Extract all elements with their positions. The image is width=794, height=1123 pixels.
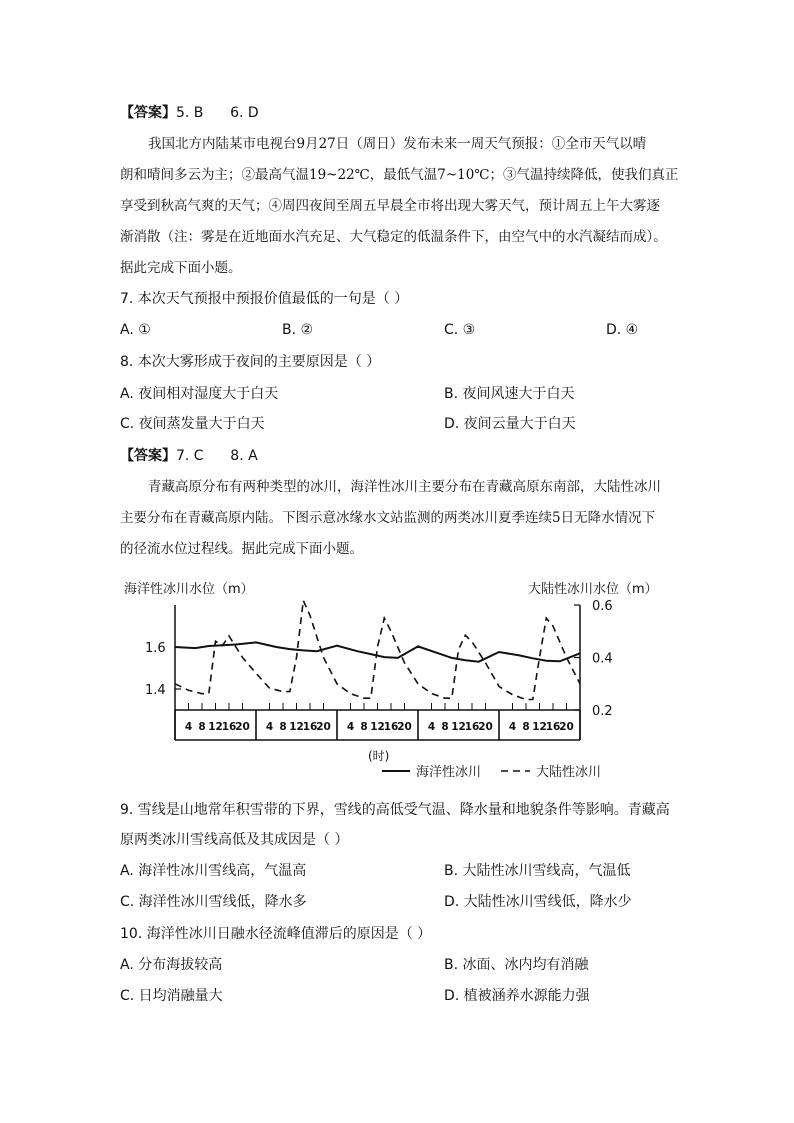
q10-option-c[interactable]: C. 日均消融量大 (120, 988, 223, 1004)
passage-line: 朗和晴间多云为主；②最高气温19~22℃，最低气温7~10℃；③气温持续降低，使我们真正 (120, 167, 679, 183)
question-8-stem: 8. 本次大雾形成于夜间的主要原因是（ ） (120, 354, 381, 370)
x-tick-label: 16 (383, 721, 399, 733)
right-axis-label: 大陆性冰川水位（m） (528, 582, 658, 597)
right-tick-label: 0.4 (592, 651, 613, 667)
legend-label-continental: 大陆性冰川 (536, 765, 602, 780)
q9-option-a[interactable]: A. 海洋性冰川雪线高，气温高 (120, 863, 307, 879)
x-tick-label: 4 (265, 721, 274, 733)
chart-frame (175, 605, 580, 740)
question-10-stem: 10. 海洋性冰川日融水径流峰值滞后的原因是（ ） (120, 926, 432, 942)
passage-line: 青藏高原分布有两种类型的冰川，海洋性冰川主要分布在青藏高原东南部，大陆性冰川 (148, 479, 661, 495)
q10-option-b[interactable]: B. 冰面、冰内均有消融 (444, 957, 589, 973)
answer-line-1 (120, 103, 259, 123)
q8-option-b[interactable]: B. 夜间风速大于白天 (444, 386, 575, 402)
x-tick-label: 12 (532, 721, 547, 733)
answer-tag: 【答案】 (120, 105, 176, 121)
legend (382, 764, 601, 780)
x-tick-label: 12 (289, 721, 304, 733)
x-tick-label: 20 (478, 721, 493, 733)
q8-option-d[interactable]: D. 夜间云量大于白天 (444, 416, 576, 432)
q7-option-d[interactable]: D. ④ (606, 322, 639, 338)
q10-option-d[interactable]: D. 植被涵养水源能力强 (444, 988, 590, 1004)
x-tick-label: 20 (397, 721, 412, 733)
glacier-runoff-chart (120, 572, 658, 787)
answer-line-2 (120, 446, 258, 466)
x-tick-label: 4 (427, 721, 436, 733)
passage-line: 享受到秋高气爽的天气；④周四夜间至周五早晨全市将出现大雾天气，预计周五上午大雾逐 (120, 198, 660, 214)
x-tick-label: 8 (279, 721, 287, 733)
x-tick-label: 12 (451, 721, 466, 733)
left-tick-label: 1.6 (145, 641, 166, 656)
q9-option-d[interactable]: D. 大陆性冰川雪线低，降水少 (444, 894, 632, 910)
x-tick-label: 20 (235, 721, 250, 733)
question-7-stem: 7. 本次天气预报中预报价值最低的一句是（ ） (120, 291, 409, 307)
x-tick-label: 20 (559, 721, 574, 733)
q10-option-a[interactable]: A. 分布海拔较高 (120, 957, 223, 973)
chart-ticks (145, 599, 613, 740)
right-tick-label: 0.6 (592, 599, 613, 614)
answer-text: 5. B 6. D (176, 105, 259, 121)
x-tick-label: 20 (316, 721, 331, 733)
passage-line: 的径流水位过程线。据此完成下面小题。 (120, 541, 363, 557)
passage-line: 据此完成下面小题。 (120, 260, 242, 276)
passage-line: 主要分布在青藏高原内陆。下图示意冰缘水文站监测的两类冰川夏季连续5日无降水情况下 (120, 510, 656, 526)
q7-option-c[interactable]: C. ③ (444, 322, 476, 338)
x-tick-label: 4 (346, 721, 355, 733)
q9-option-c[interactable]: C. 海洋性冰川雪线低，降水多 (120, 894, 307, 910)
x-axis-label: (时) (368, 749, 390, 763)
x-tick-label: 8 (522, 721, 530, 733)
x-tick-label: 8 (198, 721, 206, 733)
question-9-stem-line-2: 原两类冰川雪线高低及其成因是（ ） (120, 832, 349, 848)
answer-text: 7. C 8. A (176, 448, 258, 464)
passage-line: 渐消散（注：雾是在近地面水汽充足、大气稳定的低温条件下，由空气中的水汽凝结而成）。 (120, 229, 667, 245)
passage-line: 我国北方内陆某市电视台9月27日（周日）发布未来一周天气预报：①全市天气以晴 (148, 136, 647, 152)
q8-option-a[interactable]: A. 夜间相对湿度大于白天 (120, 386, 279, 402)
x-tick-label: 8 (441, 721, 449, 733)
left-tick-label: 1.4 (145, 683, 166, 698)
series-line-continental-glacier (175, 601, 580, 700)
question-9-stem-line-1: 9. 雪线是山地常年积雪带的下界，雪线的高低受气温、降水量和地貌条件等影响。青藏高 (120, 802, 670, 818)
q8-option-c[interactable]: C. 夜间蒸发量大于白天 (120, 416, 265, 432)
x-tick-label: 16 (545, 721, 561, 733)
x-tick-label: 16 (221, 721, 237, 733)
x-tick-label: 4 (184, 721, 193, 733)
x-tick-labels (185, 721, 574, 733)
x-tick-label: 16 (464, 721, 480, 733)
x-tick-label: 16 (302, 721, 318, 733)
x-tick-label: 12 (370, 721, 385, 733)
left-axis-label: 海洋性冰川水位（m） (124, 582, 254, 597)
q7-option-a[interactable]: A. ① (120, 322, 151, 338)
x-tick-label: 4 (508, 721, 517, 733)
right-tick-label: 0.2 (592, 704, 613, 719)
q9-option-b[interactable]: B. 大陆性冰川雪线高，气温低 (444, 863, 631, 879)
legend-label-ocean: 海洋性冰川 (416, 765, 482, 780)
answer-tag: 【答案】 (120, 448, 176, 464)
q7-option-b[interactable]: B. ② (282, 322, 314, 338)
x-tick-label: 8 (360, 721, 368, 733)
x-tick-label: 12 (208, 721, 223, 733)
